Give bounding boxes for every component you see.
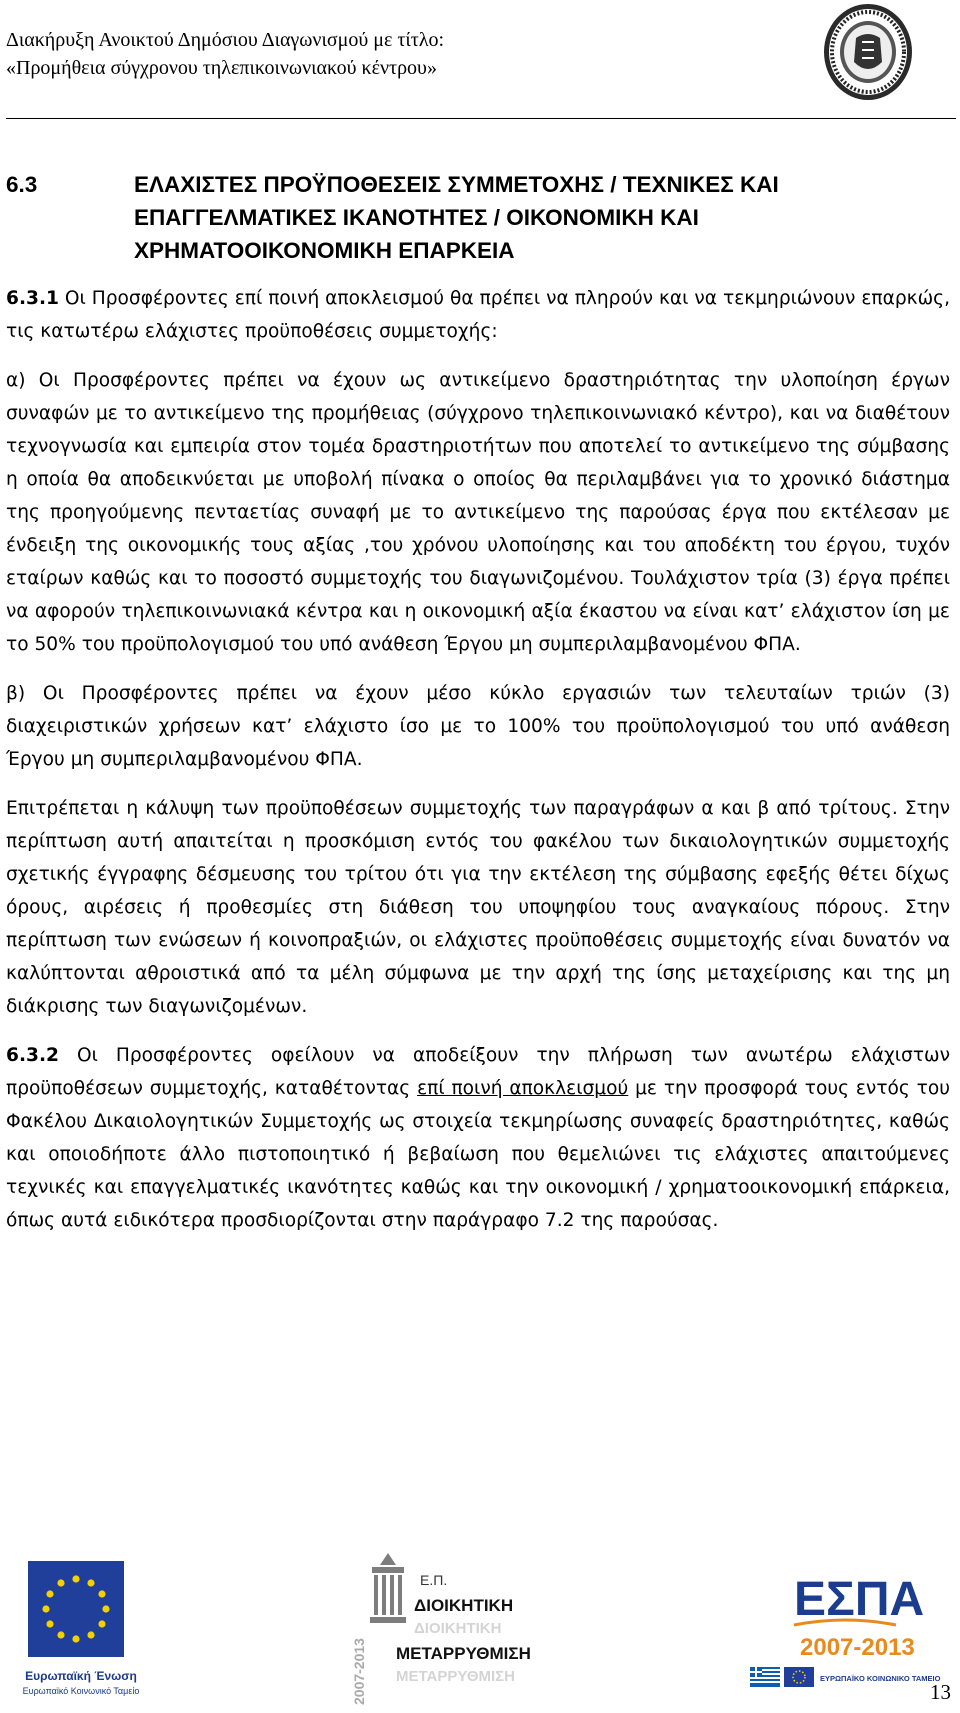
section-title-line-2: ΕΠΑΓΓΕΛΜΑΤΙΚΕΣ ΙΚΑΝΟΤΗΤΕΣ / ΟΙΚΟΝΟΜΙΚΗ ΚΑΙ [134, 205, 699, 230]
section-title-line-3: ΧΡΗΜΑΤΟΟΙΚΟΝΟΜΙΚΗ ΕΠΑΡΚΕΙΑ [134, 238, 515, 263]
paragraph-third-party: Επιτρέπεται η κάλυψη των προϋποθέσεων συμμετοχής των παραγράφων α και β από τρίτους. Στην περίπτωση αυτή απαιτείται η προσκόμιση εντός του φακέλου των δικαιολογητικών συμμετοχής σχετικής έγγραφης δέσμευσης του τρίτου ότι για την εκτέλεση της σύμβασης εφεξής θέτει δίχως όρους, αιρέσεις ή προθεσμίες στη διάθεση του υποψηφίου τους αναγκαίους πόρους. Στην περίπτωση των ενώσεων ή κοινοπραξιών, οι ελάχιστες προϋποθέσεις συμμετοχής είναι δυνατόν να καλύπτονται αθροιστικά από τα μέλη σύμφωνα με την αρχή της ίσης μεταχείρισης και της μη διάκρισης των διαγωνιζομένων. [6, 798, 950, 1017]
header-line-1: Διακήρυξη Ανοικτού Δημόσιου Διαγωνισμού με τίτλο: [6, 29, 445, 51]
epdm-line-2-shadow: ΜΕΤΑΡΡΥΘΜΙΣΗ [396, 1668, 515, 1685]
page-number: 13 [930, 1680, 951, 1704]
eu-sublabel: Ευρωπαϊκό Κοινωνικό Ταμείο [22, 1686, 140, 1696]
epdm-years: 2007-2013 [351, 1638, 367, 1705]
epdm-line-2: ΜΕΤΑΡΡΥΘΜΙΣΗ [396, 1644, 531, 1663]
paragraph-6-3-1 [6, 282, 950, 348]
eu-label: Ευρωπαϊκή Ένωση [25, 1669, 137, 1683]
header-rule [6, 118, 956, 119]
clause-text: Οι Προσφέροντες οφείλουν να αποδείξουν την πλήρωση των ανωτέρω ελάχιστων προϋποθέσεων συμμετοχής, καταθέτοντας [6, 1045, 950, 1099]
underlined-phrase: επί ποινή αποκλεισμού [417, 1078, 629, 1099]
paragraph-a: α) Οι Προσφέροντες πρέπει να έχουν ως αντικείμενο δραστηριότητας την υλοποίηση έργων συναφών με το αντικείμενο της προμήθειας (σύγχρονο τηλεπικοινωνιακό κέντρο), και να διαθέτουν τεχνογνωσία και εμπειρία στον τομέα δραστηριοτήτων που αποτελεί το αντικείμενο της σύμβασης η οποία θα αποδεικνύεται με υποβολή πίνακα ο οποίος θα περιλαμβάνει για το χρονικό διάστημα της προηγούμενης πενταετίας συναφή με το αντικείμενο της παρούσας έργα που εκτέλεσαν με ένδειξη της οικονομικής τους αξίας ,του χρόνου υλοποίησης και του αποδέκτη του έργου, τυχόν εταίρων καθώς και το ποσοστό συμμετοχής του διαγωνιζομένου. Τουλάχιστον τρία (3) έργα πρέπει να αφορούν τηλεπικοινωνιακά κέντρα και η οικονομική αξία έκαστου να είναι κατ’ ελάχιστον ίση με το 50% του προϋπολογισμού του υπό ανάθεση Έργου μη συμπεριλαμβανομένου ΦΠΑ. [6, 370, 950, 655]
epdm-line-1-shadow: ΔΙΟΙΚΗΤΙΚΗ [414, 1620, 502, 1637]
section-title-line-1: ΕΛΑΧΙΣΤΕΣ ΠΡΟΫΠΟΘΕΣΕΙΣ ΣΥΜΜΕΤΟΧΗΣ / ΤΕΧΝΙΚΕΣ ΚΑΙ [134, 172, 779, 197]
eu-flag-icon [28, 1561, 124, 1657]
footer-logos [0, 1545, 960, 1713]
header-line-2: «Προμήθεια σύγχρονου τηλεπικοινωνιακού κέντρου» [6, 57, 437, 79]
clause-number: 6.3.1 [6, 288, 59, 309]
administrative-reform-logo [350, 1545, 550, 1713]
clause-number: 6.3.2 [6, 1045, 59, 1066]
epdm-emblem-icon [370, 1553, 406, 1623]
paragraph-6-3-2 [6, 1039, 950, 1237]
paragraph-b: β) Οι Προσφέροντες πρέπει να έχουν μέσο κύκλο εργασιών των τελευταίων τριών (3) διαχειριστικών χρήσεων κατ’ ελάχιστο ίσο με το 100% του προϋπολογισμού του υπό ανάθεση Έργου μη συμπεριλαμβανομένου ΦΠΑ. [6, 683, 950, 770]
espa-logo [746, 1555, 941, 1705]
espa-years: 2007-2013 [800, 1634, 915, 1661]
epdm-ep: Ε.Π. [420, 1572, 448, 1588]
epdm-line-1: ΔΙΟΙΚΗΤΙΚΗ [414, 1596, 514, 1615]
hellenic-republic-seal-icon [822, 2, 914, 102]
document-body [6, 282, 950, 1237]
greek-flag-icon [750, 1667, 780, 1687]
document-header [6, 26, 444, 82]
espa-title: ΕΣΠΑ [794, 1573, 925, 1626]
clause-text: Οι Προσφέροντες επί ποινή αποκλεισμού θα πρέπει να πληρούν και να τεκμηριώνουν επαρκώς, τις κατωτέρω ελάχιστες προϋποθέσεις συμμετοχής: [6, 288, 950, 342]
clause-text: με την προσφορά τους εντός του Φακέλου Δικαιολογητικών Συμμετοχής ως στοιχεία τεκμηρίωσης συναφείς δραστηριότητες, καθώς και οποιοδήποτε άλλο πιστοποιητικό ή βεβαίωση που θεμελιώνει τις ελάχιστες απαιτούμενες τεχνικές και επαγγελματικές ικανότητες καθώς και την οικονομική / χρηματοοικονομική επάρκεια, όπως αυτά ειδικότερα προσδιορίζονται στην παράγραφο 7.2 της παρούσας. [6, 1078, 950, 1231]
espa-sub: ΕΥΡΩΠΑΪΚΟ ΚΟΙΝΩΝΙΚΟ ΤΑΜΕΙΟ [820, 1674, 941, 1683]
eu-mini-flag-icon [784, 1667, 814, 1687]
section-number: 6.3 [6, 172, 38, 197]
